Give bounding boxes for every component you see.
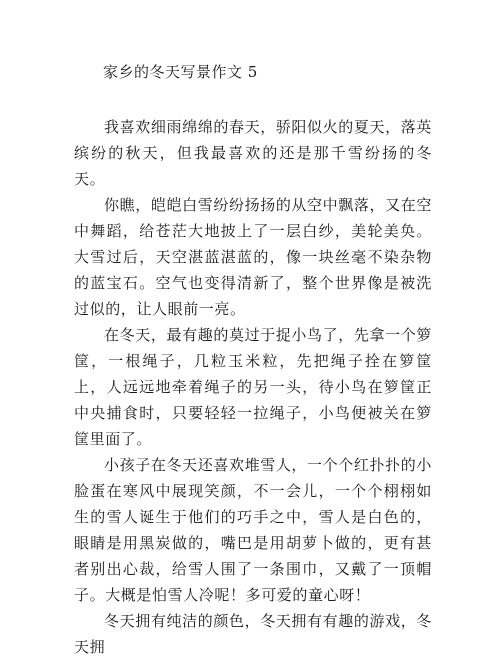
paragraph: 在冬天，最有趣的莫过于捉小鸟了，先拿一个箩筐，一根绳子，几粒玉米粒，先把绳子拴在箩筐上，人远远地牵着绳子的另一头，待小鸟在箩筐正中央捕食时，只要轻轻一拉绳子，小鸟便被关在箩筐里面了。 xyxy=(74,326,432,448)
paragraph: 冬天拥有纯洁的颜色，冬天拥有有趣的游戏，冬天拥 xyxy=(74,612,432,656)
paragraph: 我喜欢细雨绵绵的春天，骄阳似火的夏天，落英缤纷的秋天，但我最喜欢的还是那千雪纷扬的冬天。 xyxy=(74,118,432,188)
document-title: 家乡的冬天写景作文 5 xyxy=(103,63,258,81)
paragraph: 你瞧，皑皑白雪纷纷扬扬的从空中飘落，又在空中舞蹈，给苍茫大地披上了一层白纱，美轮美奂。大雪过后，天空湛蓝湛蓝的，像一块丝毫不染杂物的蓝宝石。空气也变得清新了，整个世界像是被洗过似的，让人眼前一亮。 xyxy=(74,196,432,318)
paragraph: 小孩子在冬天还喜欢堆雪人，一个个红扑扑的小脸蛋在寒风中展现笑颜，不一会儿，一个个栩栩如生的雪人诞生于他们的巧手之中，雪人是白色的，眼睛是用黑炭做的，嘴巴是用胡萝卜做的，更有甚者别出心裁，给雪人围了一条围巾，又戴了一顶帽子。大概是怕雪人冷呢！多可爱的童心呀！ xyxy=(74,456,432,604)
document-body xyxy=(74,114,432,660)
